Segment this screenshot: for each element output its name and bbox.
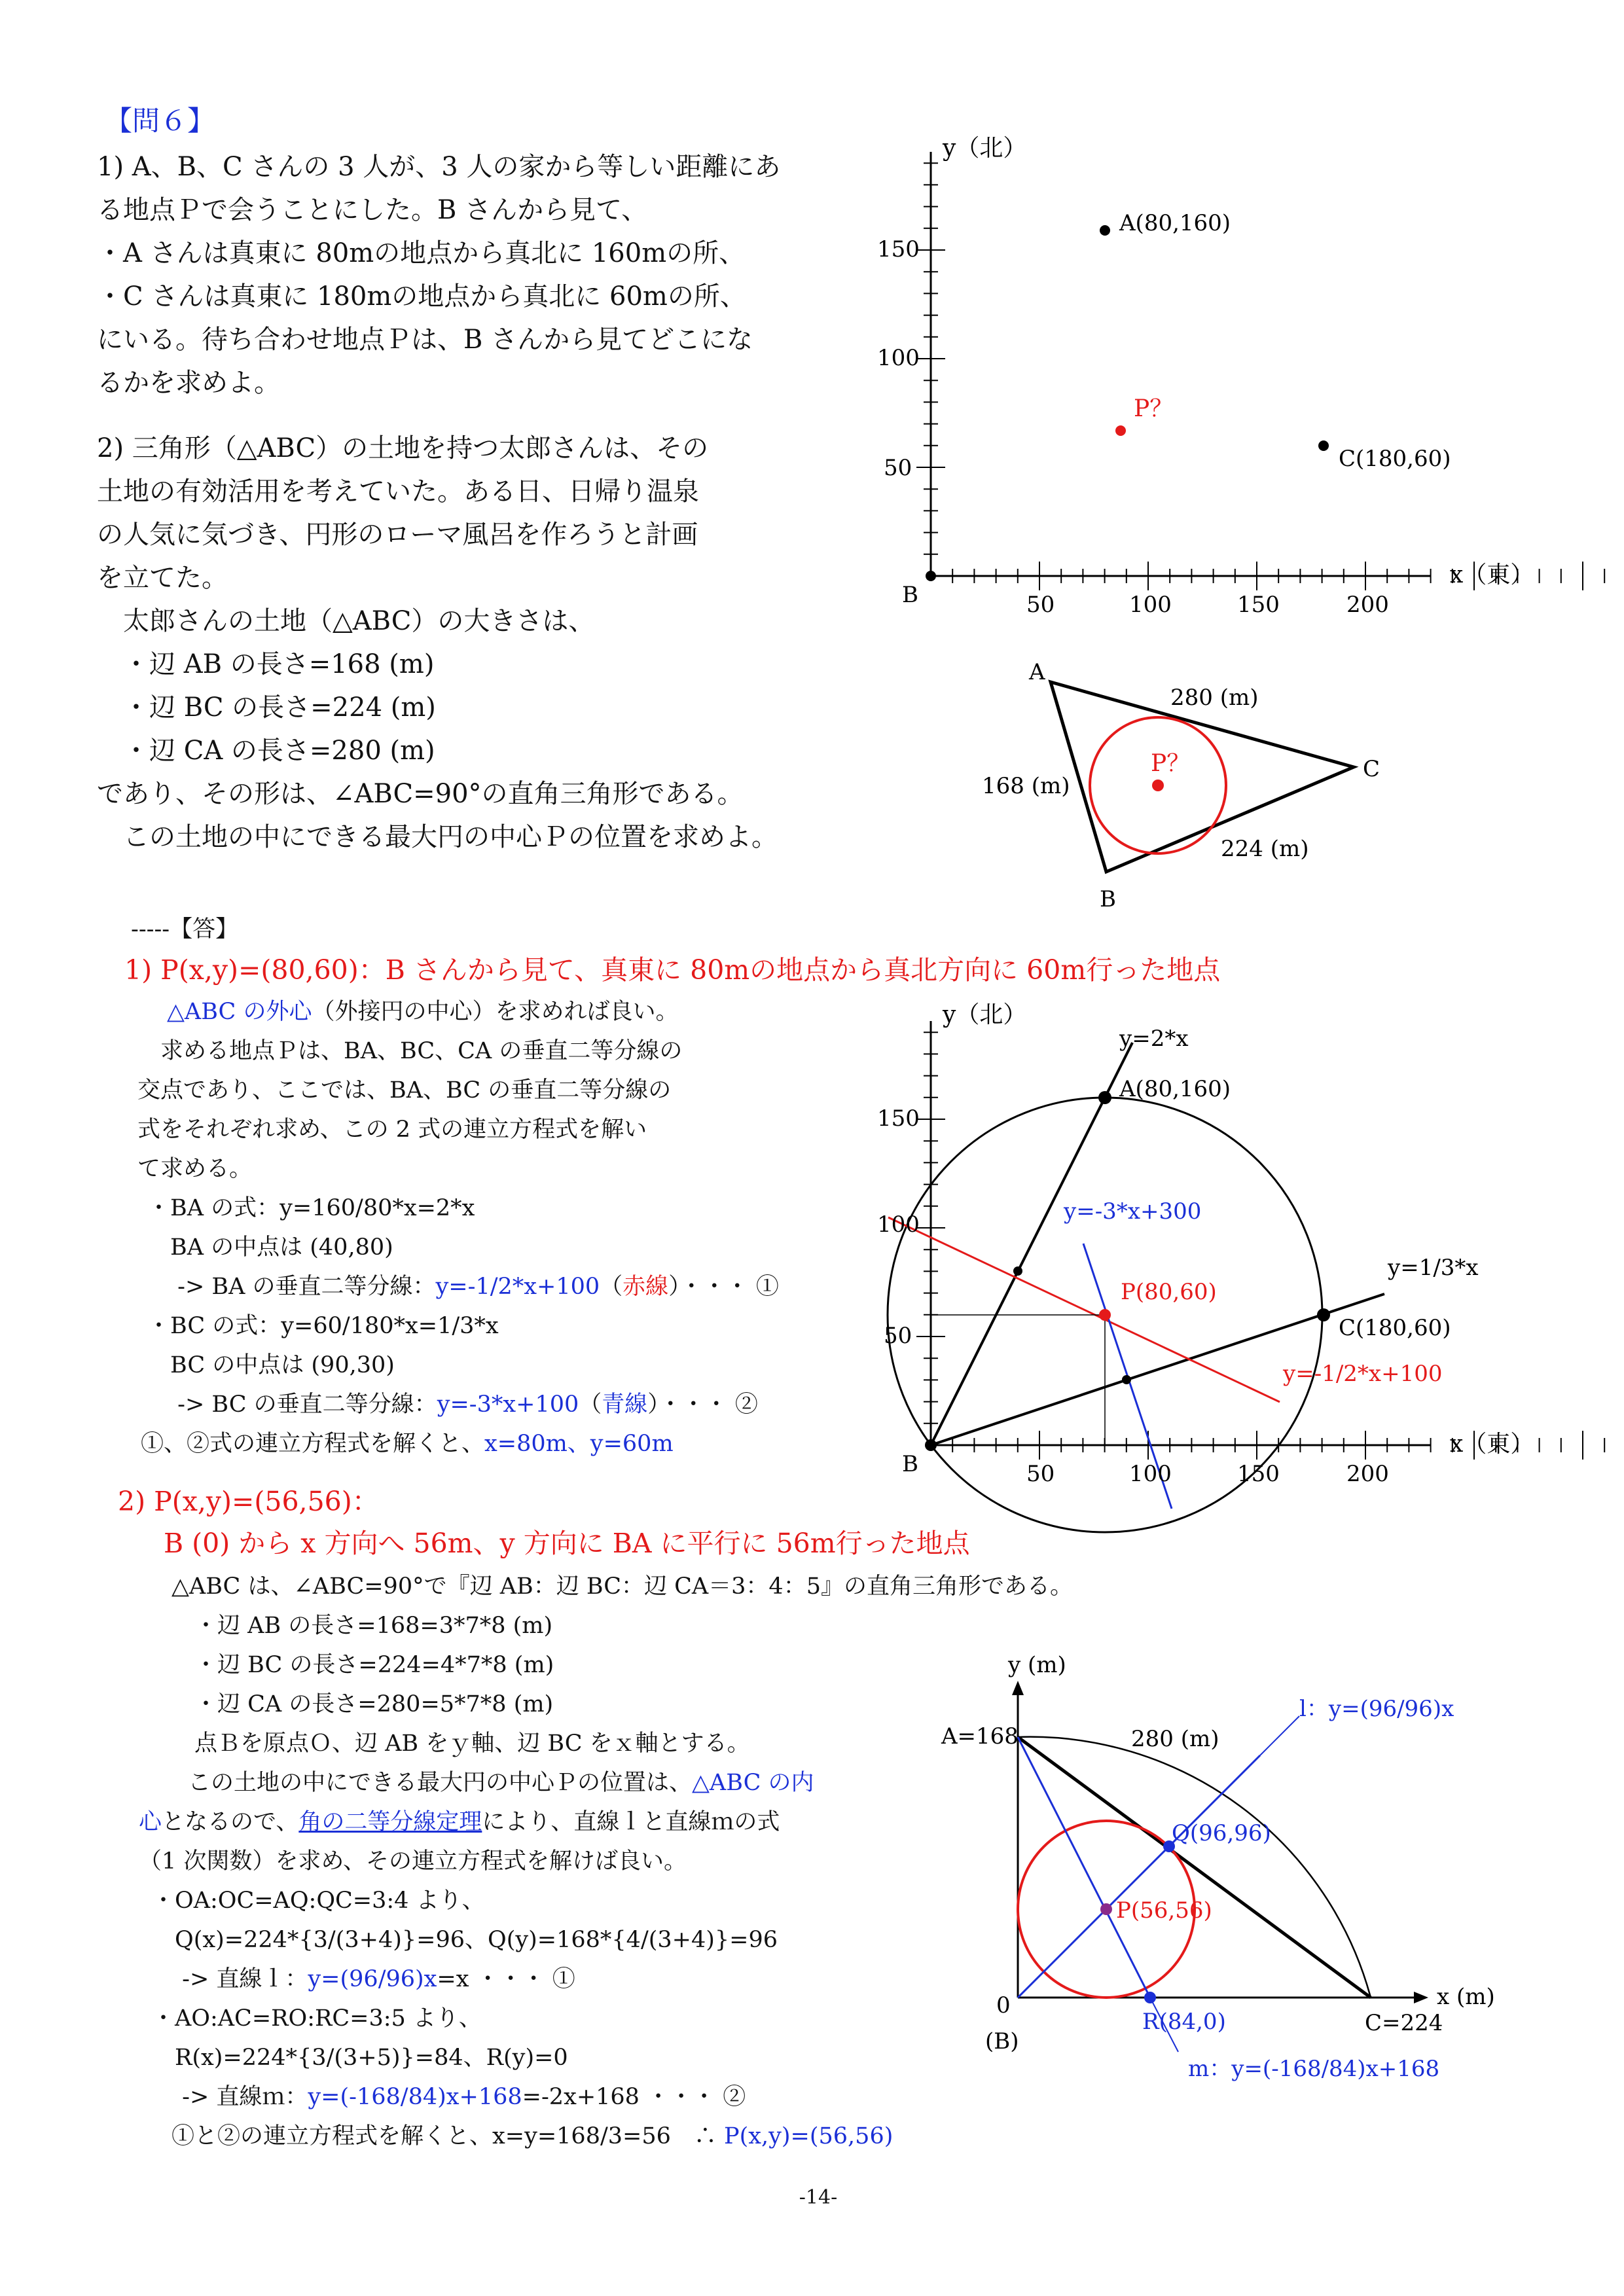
answer-header: -----【答】 xyxy=(131,916,239,942)
incenter-term-end: 心 xyxy=(139,1809,162,1835)
question-2-line: 2) 三角形（△ABC）の土地を持つ太郎さんは、その xyxy=(97,433,709,463)
solve-answer: x=80m、y=60m xyxy=(484,1431,674,1457)
line-m-prefix: -> 直線ｍ： xyxy=(152,2084,308,2110)
answer-2-line: ・辺 BC の長さ=224=4*7*8 (m) xyxy=(171,1652,554,1678)
fig3-line-ba-label: y=2*x xyxy=(1119,1026,1189,1052)
question-2-line: の人気に気づき、円形のローマ風呂を作ろうと計画 xyxy=(97,520,698,550)
fig1-x-label: x（東） xyxy=(1450,562,1534,588)
question-2-line: この土地の中にできる最大円の中心Ｐの位置を求めよ。 xyxy=(97,822,778,852)
question-2-line: ・辺 AB の長さ=168 (m) xyxy=(97,649,435,679)
ao-ratio: ・AO:AC=RO:RC=3:5 より、 xyxy=(152,2005,482,2032)
fig3-x-label: x（東） xyxy=(1450,1431,1534,1458)
fig3-x-tick-label: 150 xyxy=(1237,1461,1280,1487)
fig3-y-tick-label: 150 xyxy=(877,1105,920,1132)
question-2-line: ・辺 CA の長さ=280 (m) xyxy=(97,736,435,766)
fig1-x-tick-label: 200 xyxy=(1346,592,1389,618)
fig4-line-m-label: m：y=(-168/84)x+168 xyxy=(1188,2056,1440,2082)
bc-perp-open: （ xyxy=(579,1391,602,1418)
incenter-term: △ABC の内 xyxy=(692,1770,814,1796)
bc-perp-equation: y=-3*x+100 xyxy=(437,1391,579,1418)
line-l-suffix: =x ・・・ ① xyxy=(437,1966,575,1992)
fig4-point-p-label: P(56,56) xyxy=(1116,1897,1212,1924)
fig2-side-ab: 168 (m) xyxy=(982,773,1070,799)
fig4-y-arrow xyxy=(1012,1681,1024,1695)
answer-2-line: ・辺 AB の長さ=168=3*7*8 (m) xyxy=(171,1613,553,1639)
fig2-label-a: A xyxy=(1029,659,1045,685)
line-l-prefix: -> 直線ｌ： xyxy=(152,1966,308,1992)
fig1-x-tick-label: 150 xyxy=(1237,592,1280,618)
fig2-label-c: C xyxy=(1363,756,1380,782)
answer-1-body-line: 式をそれぞれ求め、この 2 式の連立方程式を解い xyxy=(137,1117,647,1143)
fig3-x-tick-label: 50 xyxy=(1026,1461,1055,1487)
angle-bisector-theorem: 角の二等分線定理 xyxy=(298,1809,482,1835)
fig3-point-c-label: C(180,60) xyxy=(1339,1315,1451,1341)
answer-2-subtitle: B (0) から x 方向へ 56m、y 方向に BA に平行に 56m行った地点 xyxy=(164,1528,970,1559)
fig4-x-arrow xyxy=(1414,1992,1428,2003)
answer-2-title: 2) P(x,y)=(56,56)： xyxy=(118,1486,379,1517)
question-1-line: るかを求めよ。 xyxy=(97,368,280,398)
incenter-prefix: この土地の中にできる最大円の中心Ｐの位置は、 xyxy=(165,1770,693,1796)
fig1-x-tick-label: 100 xyxy=(1129,592,1172,618)
answer-2-line: ・辺 CA の長さ=280=5*7*8 (m) xyxy=(171,1691,554,1717)
ba-perp-prefix: -> BA の垂直二等分線： xyxy=(147,1274,436,1300)
ba-perp-color: 赤線 xyxy=(623,1274,669,1300)
fig3-y-label: y（北） xyxy=(943,1001,1027,1028)
fig3-red-line-label: y=-1/2*x+100 xyxy=(1283,1361,1443,1387)
fig4-label-c: C=224 xyxy=(1365,2010,1443,2036)
fig2-side-ca: 280 (m) xyxy=(1170,685,1259,711)
question-1-line: る地点Ｐで会うことにした。B さんから見て、 xyxy=(97,195,648,225)
problem-title: 【問６】 xyxy=(105,105,215,137)
question-1-line: ・C さんは真東に 180mの地点から真北に 60mの所、 xyxy=(97,281,746,312)
question-2-line: 土地の有効活用を考えていた。ある日、日帰り温泉 xyxy=(97,476,699,507)
question-2-line: であり、その形は、∠ABC=90°の直角三角形である。 xyxy=(97,779,744,809)
circumcenter-term: △ABC の外心 xyxy=(167,999,312,1025)
bc-perp-prefix: -> BC の垂直二等分線： xyxy=(147,1391,437,1418)
fig4-point-r xyxy=(1144,1992,1156,2003)
answer-1-line1-rest: （外接円の中心）を求めれば良い。 xyxy=(312,999,679,1025)
r-calculation: R(x)=224*{3/(3+5)}=84、R(y)=0 xyxy=(152,2045,568,2071)
q-calculation: Q(x)=224*{3/(3+4)}=96、Q(y)=168*{4/(3+4)}=96 xyxy=(152,1927,778,1953)
fig1-origin-label: B xyxy=(902,582,918,608)
fig4-line-l xyxy=(1018,1755,1260,1998)
line-m-suffix: =-2x+168 ・・・ ② xyxy=(522,2084,746,2110)
answer-2-line: 点Ｂを原点Ｏ、辺 AB をｙ軸、辺 BC をｘ軸とする。 xyxy=(171,1731,750,1757)
question-1-line: 1) A、B、C さんの 3 人が、3 人の家から等しい距離にあ xyxy=(97,152,781,182)
fig1-y-tick-label: 50 xyxy=(884,455,912,481)
fig3-x-tick-label: 200 xyxy=(1346,1461,1389,1487)
fig4-origin-sub: (B) xyxy=(985,2028,1019,2054)
fig1-point-a-label: A(80,160) xyxy=(1119,210,1231,236)
bc-midpoint: BC の中点は (90,30) xyxy=(147,1352,395,1378)
fig1-y-label: y（北） xyxy=(943,135,1027,162)
question-1-line: にいる。待ち合わせ地点Ｐは、B さんから見てどこにな xyxy=(97,325,753,355)
question-2-line: ・辺 BC の長さ=224 (m) xyxy=(97,692,436,723)
fig3-y-tick-label: 50 xyxy=(884,1323,912,1349)
ba-equation: ・BA の式：y=160/80*x=2*x xyxy=(147,1195,475,1221)
fig3-x-tick-label: 100 xyxy=(1129,1461,1172,1487)
answer-1-body-line: 求める地点Ｐは、BA、BC、CA の垂直二等分線の xyxy=(137,1038,683,1064)
line-m-eq: y=(-168/84)x+168 xyxy=(308,2084,522,2110)
answer-1-body-line: 交点であり、ここでは、BA、BC の垂直二等分線の xyxy=(137,1077,672,1103)
fig4-hypotenuse-label: 280 (m) xyxy=(1131,1726,1219,1752)
fig4-line-m xyxy=(1018,1737,1150,1998)
fig3-point-a-label: A(80,160) xyxy=(1119,1076,1231,1102)
fig1-point-p-label: P？ xyxy=(1134,395,1174,422)
fig1-y-tick-label: 100 xyxy=(877,345,920,371)
final-answer: P(x,y)=(56,56) xyxy=(724,2123,893,2149)
fig1-x-tick-label: 50 xyxy=(1026,592,1055,618)
page-number: -14- xyxy=(799,2186,838,2209)
fig2-center-label: P？ xyxy=(1151,750,1191,777)
fig3-line-bc-label: y=1/3*x xyxy=(1388,1255,1479,1281)
fig3-y-tick-label: 100 xyxy=(877,1211,920,1238)
theorem-mid: となるので、 xyxy=(162,1809,299,1835)
fig4-y-label: y (m) xyxy=(1008,1652,1066,1678)
line-l-eq: y=(96/96)x xyxy=(308,1966,437,1992)
fig4-line-l-leader xyxy=(1260,1716,1299,1755)
answer-2-line: △ABC は、∠ABC=90°で『辺 AB：辺 BC：辺 CA＝3：4：5』の直角三角形である。 xyxy=(171,1573,1073,1600)
fig1-point-c-label: C(180,60) xyxy=(1339,446,1451,472)
ba-midpoint: BA の中点は (40,80) xyxy=(147,1234,393,1261)
fig2-label-b: B xyxy=(1100,886,1116,912)
fig2-side-bc: 224 (m) xyxy=(1221,836,1309,862)
fig1-y-tick-label: 150 xyxy=(877,236,920,262)
bc-perp-color: 青線 xyxy=(602,1391,648,1418)
fig4-hypotenuse xyxy=(1018,1737,1371,1998)
ba-perp-open: （ xyxy=(600,1274,623,1300)
fig4-x-label: x (m) xyxy=(1437,1984,1495,2010)
solve-prefix: ①、②式の連立方程式を解くと、 xyxy=(141,1431,485,1457)
ba-perp-suffix: ）・・・ ① xyxy=(668,1274,779,1300)
bc-equation: ・BC の式：y=60/180*x=1/3*x xyxy=(147,1313,499,1339)
question-1-line: ・A さんは真東に 80mの地点から真北に 160mの所、 xyxy=(97,238,746,268)
fig4-origin: 0 xyxy=(996,1992,1011,2018)
answer-1-title: 1) P(x,y)=(80,60)：B さんから見て、真東に 80mの地点から真北方向に 60m行った地点 xyxy=(124,954,1221,986)
oa-ratio: ・OA:OC=AQ:QC=3:4 より、 xyxy=(152,1888,485,1914)
theorem-suffix: により、直線ｌと直線ｍの式 xyxy=(482,1809,780,1835)
answer-2-line: （1 次関数）を求め、その連立方程式を解けば良い。 xyxy=(139,1848,687,1874)
fig4-point-p xyxy=(1100,1903,1112,1915)
fig3-point-p-label: P(80,60) xyxy=(1121,1279,1217,1305)
question-2-line: を立てた。 xyxy=(97,563,228,593)
fig4-line-l-label: l：y=(96/96)x xyxy=(1299,1696,1454,1722)
answer-1-body-line: て求める。 xyxy=(137,1156,253,1182)
fig3-origin-label: B xyxy=(902,1451,918,1477)
fig4-point-q-label: Q(96,96) xyxy=(1172,1820,1271,1846)
ba-perp-equation: y=-1/2*x+100 xyxy=(435,1274,600,1300)
fig4-point-r-label: R(84,0) xyxy=(1142,2009,1226,2035)
bc-perp-suffix: ）・・・ ② xyxy=(647,1391,758,1418)
final-prefix: ①と②の連立方程式を解くと、x=y=168/3=56 ∴ xyxy=(171,2123,725,2149)
fig3-blue-line-label: y=-3*x+300 xyxy=(1064,1198,1202,1225)
fig4-label-a: A=168 xyxy=(941,1723,1019,1749)
question-2-line: 太郎さんの土地（△ABC）の大きさは、 xyxy=(97,606,595,636)
